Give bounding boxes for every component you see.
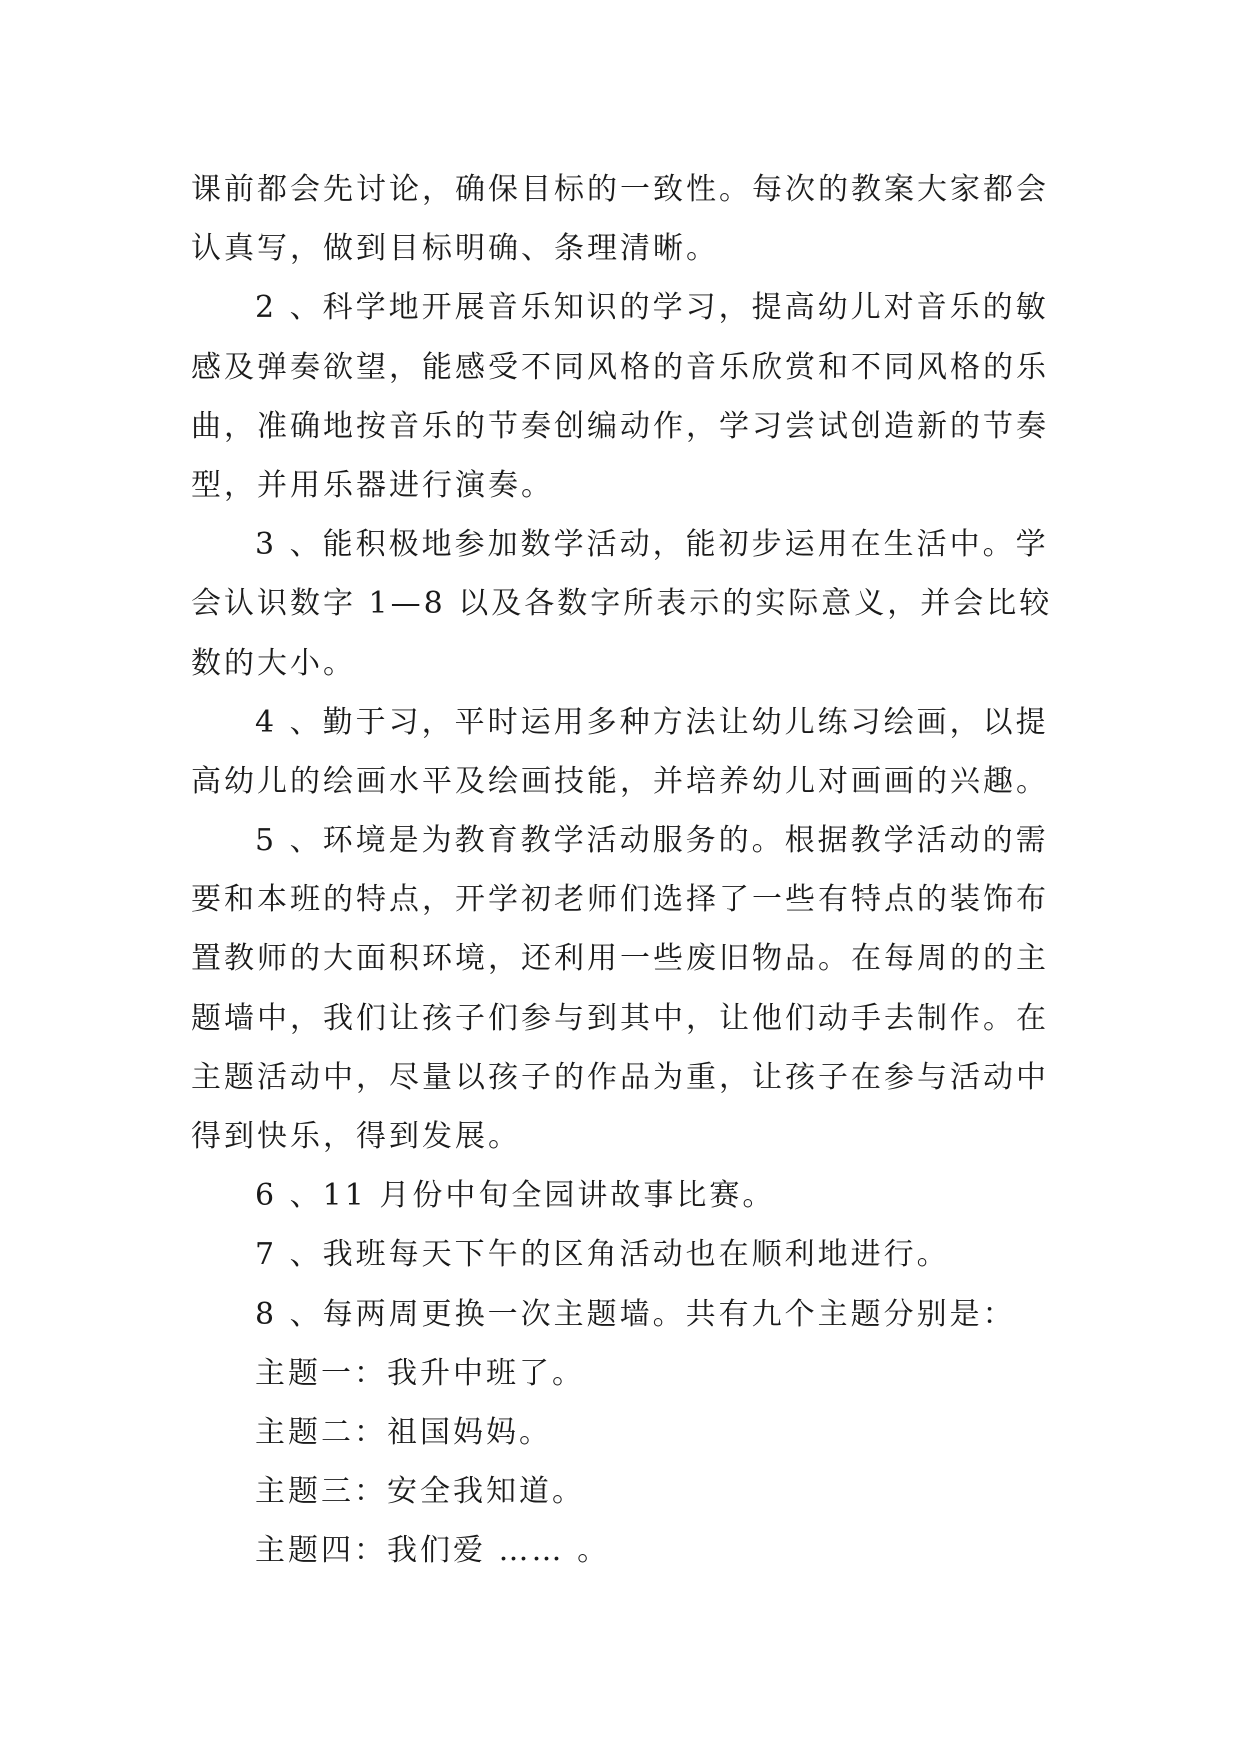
text-line: 主题二：祖国妈妈。 [255, 1414, 552, 1450]
text-line: 5 、环境是为教育教学活动服务的。根据教学活动的需 [255, 823, 1049, 859]
text-line: 7 、我班每天下午的区角活动也在顺利地进行。 [255, 1237, 950, 1273]
text-line: 高幼儿的绘画水平及绘画技能，并培养幼儿对画画的兴趣。 [191, 763, 1049, 799]
text-line: 得到快乐，得到发展。 [191, 1119, 521, 1154]
text-line: 型，并用乐器进行演奏。 [191, 467, 554, 503]
text-line: 课前都会先讨论，确保目标的一致性。每次的教案大家都会 [191, 172, 1049, 207]
text-line: 3 、能积极地参加数学活动，能初步运用在生活中。学 [255, 527, 1049, 563]
text-line: 2 、科学地开展音乐知识的学习，提高幼儿对音乐的敏 [255, 290, 1049, 326]
text-line: 感及弹奏欲望，能感受不同风格的音乐欣赏和不同风格的乐 [191, 349, 1049, 385]
text-line: 主题一：我升中班了。 [255, 1355, 585, 1391]
text-line: 要和本班的特点，开学初老师们选择了一些有特点的装饰布 [191, 882, 1049, 918]
document-body [191, 160, 1051, 1581]
text-line: 题墙中，我们让孩子们参与到其中，让他们动手去制作。在 [191, 1000, 1049, 1036]
text-line: 主题活动中，尽量以孩子的作品为重，让孩子在参与活动中 [191, 1059, 1049, 1095]
text-line: 8 、每两周更换一次主题墙。共有九个主题分别是： [255, 1296, 1016, 1332]
text-line: 曲，准确地按音乐的节奏创编动作，学习尝试创造新的节奏 [191, 408, 1049, 444]
text-line: 会认识数字 1—8 以及各数字所表示的实际意义，并会比较 [191, 586, 1053, 622]
text-line: 4 、勤于习，平时运用多种方法让幼儿练习绘画，以提 [255, 704, 1049, 740]
text-line: 主题四：我们爱 …… 。 [255, 1533, 611, 1569]
text-line: 主题三：安全我知道。 [255, 1474, 585, 1510]
text-line: 置教师的大面积环境，还利用一些废旧物品。在每周的的主 [191, 941, 1049, 977]
text-line: 数的大小。 [191, 645, 356, 681]
text-line: 6 、11 月份中旬全园讲故事比赛。 [255, 1178, 776, 1214]
text-line: 认真写，做到目标明确、条理清晰。 [191, 231, 719, 267]
